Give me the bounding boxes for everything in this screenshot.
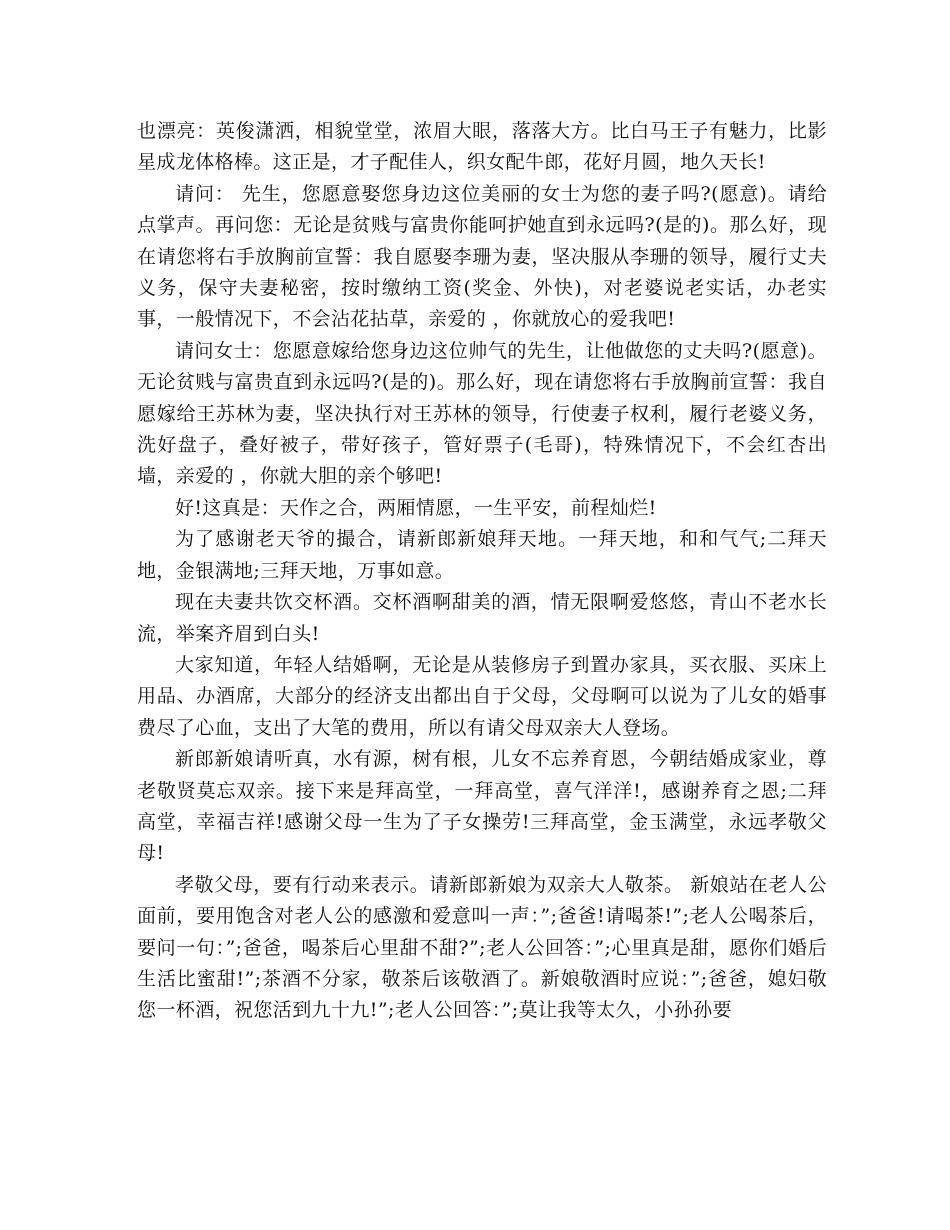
paragraph-groom-vow: 请问： 先生，您愿意娶您身边这位美丽的女士为您的妻子吗?(愿意)。请给点掌声。再问您：无论是贫贱与富贵你能呵护她直到永远吗?(是的)。那么好，现在请您将右手放胸前宣誓：我自愿娶李珊为妻，坚决服从李珊的领导，履行丈夫义务，保守夫妻秘密，按时缴纳工资(奖金、外快)，对老婆说老实话，办老实事，一般情况下，不会沾花拈草，亲爱的 ，你就放心的爱我吧! [137, 182, 827, 331]
paragraph-serve-tea: 孝敬父母，要有行动来表示。请新郎新娘为双亲大人敬茶。 新娘站在老人公面前，要用饱含对老人公的感激和爱意叫一声：”;爸爸!请喝茶!”;老人公喝茶后，要问一句：”;爸爸，喝茶后心里甜不甜?”;老人公回答：”;心里真是甜，愿你们婚后生活比蜜甜!”;茶酒不分家，敬茶后该敬酒了。新娘敬酒时应说：”;爸爸，媳妇敬您一杯酒，祝您活到九十九!”;老人公回答：”;莫让我等太久，小孙孙要 [137, 873, 827, 1022]
paragraph-blessing: 好!这真是：天作之合，两厢情愿，一生平安，前程灿烂! [175, 496, 657, 519]
document-body [137, 116, 827, 1027]
paragraph-wedding-wine: 现在夫妻共饮交杯酒。交杯酒啊甜美的酒，情无限啊爱悠悠，青山不老水长流，举案齐眉到白头! [137, 591, 827, 645]
paragraph-continuation: 也漂亮：英俊潇洒，相貌堂堂，浓眉大眼，落落大方。比白马王子有魅力，比影星成龙体格棒。这正是，才子配佳人，织女配牛郎，花好月圆，地久天长! [137, 120, 827, 174]
paragraph-bow-to-heaven: 为了感谢老天爷的撮合，请新郎新娘拜天地。一拜天地，和和气气;二拜天地，金银满地;三拜天地，万事如意。 [137, 528, 827, 582]
paragraph-parents-intro: 大家知道，年轻人结婚啊，无论是从装修房子到置办家具，买衣服、买床上用品、办酒席，大部分的经济支出都出自于父母，父母啊可以说为了儿女的婚事费尽了心血，支出了大笔的费用，所以有请父母双亲大人登场。 [137, 653, 827, 739]
paragraph-bow-to-parents: 新郎新娘请听真，水有源，树有根，儿女不忘养育恩，今朝结婚成家业，尊老敬贤莫忘双亲。接下来是拜高堂，一拜高堂，喜气洋洋!，感谢养育之恩;二拜高堂，幸福吉祥!感谢父母一生为了子女操劳!三拜高堂，金玉满堂，永远孝敬父母! [137, 748, 827, 865]
paragraph-bride-vow: 请问女士：您愿意嫁给您身边这位帅气的先生，让他做您的丈夫吗?(愿意)。无论贫贱与富贵直到永远吗?(是的)。那么好，现在请您将右手放胸前宣誓：我自愿嫁给王苏林为妻，坚决执行对王苏林的领导，行使妻子权利，履行老婆义务，洗好盘子，叠好被子，带好孩子，管好票子(毛哥)，特殊情况下，不会红杏出墙，亲爱的 ，你就大胆的亲个够吧! [137, 339, 827, 488]
